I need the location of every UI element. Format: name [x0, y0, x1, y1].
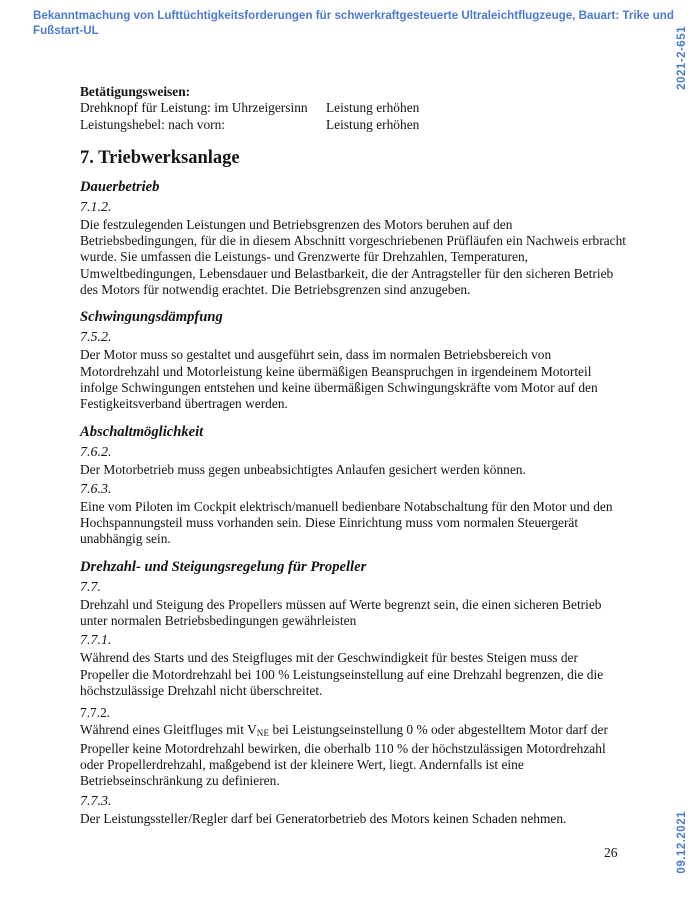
- actuation-effect: Leistung erhöhen: [326, 116, 420, 132]
- actuation-row: [80, 117, 630, 133]
- edition-number-vertical-label: 2021-2-651: [676, 26, 688, 90]
- clause-text: Die festzulegenden Leistungen und Betriebsgrenzen des Motors beruhen auf den Betriebsbedingungen, für die in diesem Abschnitt vorgeschriebenen Prüfläufen ein Nachweis erbracht wurde. Sie umfassen die Leistungs- und Grenzwerte für Drehzahlen, Temperaturen, Umweltbedingungen, Lebensdauer und Belastbarkeit, die der Antragsteller für den sicheren Betrieb des Motors für notwendig erachtet. Die Betriebsgrenzen sind anzugeben.: [80, 216, 626, 298]
- clause-number: 7.6.2.: [80, 444, 112, 460]
- clause-text: Der Motor muss so gestaltet und ausgeführt sein, dass im normalen Betriebsbereich von Motordrehzahl und Motorleistung keine übermäßigen Beanspruchgen in irgendeinem Motorteil infolge Schwingungen entstehen und keine übermäßigen Schwingungskräfte vom Motor auf den Festigkeitsverband übertragen werden.: [80, 347, 598, 412]
- clause-text: Eine vom Piloten im Cockpit elektrisch/manuell bedienbare Notabschaltung für den Motor und den Hochspannungsteil muss vorhanden sein. Diese Einrichtung muss vom normalen Steuergerät unabhängig sein.: [80, 498, 613, 547]
- actuation-control: Drehknopf für Leistung: im Uhrzeigersinn: [80, 100, 308, 116]
- clause-text: [80, 722, 630, 790]
- clause-number: 7.7.3.: [80, 793, 112, 809]
- clause-number: 7.6.3.: [80, 481, 112, 497]
- clause-text: Während des Starts und des Steigfluges mit der Geschwindigkeit für bestes Steigen muss der Propeller die Motordrehzahl bei 100 % Leistungseinstellung auf eine Drehzahl begrenzen, die die höchstzulässige Drehzahl nicht überschreitet.: [80, 650, 604, 698]
- clause-number: 7.7.: [80, 579, 101, 595]
- publication-date-vertical-label: 09.12.2021: [676, 811, 688, 874]
- clause-text: Der Leistungssteller/Regler darf bei Generatorbetrieb des Motors keinen Schaden nehmen.: [80, 810, 567, 826]
- page-number: 26: [604, 845, 618, 860]
- document-body: [80, 84, 630, 827]
- section-heading: Schwingungsdämpfung: [80, 309, 223, 326]
- section-abschaltmoeglichkeit: [80, 424, 630, 548]
- clause-text-segment: bei Leistungseinstellung 0 % oder abgestelltem Motor darf der Propeller keine Motordrehzahl bewirken, die oberhalb 110 % der höchstzulässigen Motordrehzahl oder Propellerdrehzahl, maßgebend ist der kleinere Wert, liegt. Andernfalls ist eine Betriebseinschränkung zu definieren.: [80, 721, 608, 789]
- actuation-effect: Leistung erhöhen: [326, 100, 420, 116]
- clause-text: Drehzahl und Steigung des Propellers müssen auf Werte begrenzt sein, die einen sicheren Betrieb unter normalen Betriebsbedingungen gewährleisten: [80, 596, 602, 629]
- section-schwingungsdaempfung: [80, 309, 630, 412]
- document-running-header: Bekanntmachung von Lufttüchtigkeitsforderungen für schwerkraftgesteuerte Ultraleichtflugzeuge, Bauart: Trike und Fußstart-UL: [33, 9, 674, 37]
- section-drehzahl-steigungsregelung: [80, 559, 630, 827]
- clause-number: 7.7.1.: [80, 633, 112, 649]
- clause-text: Der Motorbetrieb muss gegen unbeabsichtigtes Anlaufen gesichert werden können.: [80, 461, 526, 477]
- section-heading: Dauerbetrieb: [80, 178, 160, 195]
- actuation-control: Leistungshebel: nach vorn:: [80, 116, 226, 132]
- actuation-row: [80, 100, 630, 116]
- clause-text-segment: Während eines Gleitfluges mit V: [80, 721, 257, 737]
- section-heading: Drehzahl- und Steigungsregelung für Propeller: [80, 558, 367, 575]
- clause-number: 7.5.2.: [80, 330, 112, 346]
- chapter-title: 7. Triebwerksanlage: [80, 147, 240, 168]
- clause-number: 7.7.2.: [80, 705, 111, 721]
- actuation-modes-label: Betätigungsweisen:: [80, 84, 191, 99]
- section-dauerbetrieb: [80, 179, 630, 298]
- clause-number: 7.1.2.: [80, 199, 112, 215]
- vne-subscript: NE: [256, 727, 270, 738]
- section-heading: Abschaltmöglichkeit: [80, 423, 204, 440]
